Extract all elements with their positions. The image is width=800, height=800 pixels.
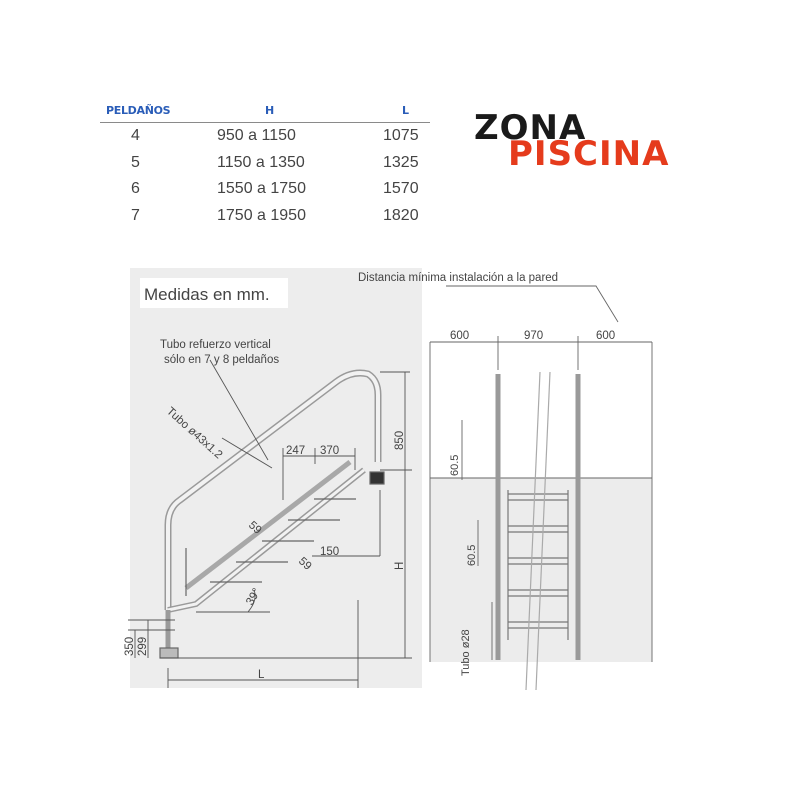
cell-l: 1325 — [383, 153, 419, 171]
dim-600-right: 600 — [596, 330, 616, 342]
cell-steps: 5 — [131, 153, 140, 171]
dim-850: 850 — [394, 430, 406, 450]
wall-anchor — [370, 472, 384, 484]
cell-l: 1570 — [383, 180, 419, 197]
cell-steps: 4 — [131, 127, 140, 144]
cell-h: 1150 a 1350 — [217, 153, 305, 171]
logo-line-2: PISCINA — [508, 134, 670, 174]
dim-59-a: 59 — [245, 519, 264, 537]
dim-370: 370 — [320, 445, 340, 457]
dim-h: H — [394, 561, 406, 570]
dim-l: L — [258, 669, 265, 681]
dim-350: 350 — [124, 636, 136, 656]
dim-600-left: 600 — [450, 330, 470, 342]
reinforcement-note-line-1: Tubo refuerzo vertical — [160, 339, 271, 351]
dim-247: 247 — [286, 445, 306, 457]
header-h: H — [265, 104, 274, 117]
logo-line-1: ZONA — [474, 108, 587, 148]
tube-28-label: Tubo ø28 — [460, 629, 472, 676]
dim-150: 150 — [320, 546, 340, 558]
dim-59-b: 59 — [295, 555, 314, 573]
cell-l: 1075 — [383, 127, 419, 144]
cell-steps: 6 — [131, 180, 140, 197]
header-l: L — [402, 104, 409, 117]
dim-970: 970 — [524, 330, 544, 342]
cell-h: 1750 a 1950 — [217, 206, 306, 224]
reinforcement-note-line-2: sólo en 7 y 8 peldaños — [164, 354, 280, 366]
cell-steps: 7 — [131, 206, 140, 224]
tube-label: Tubo ø43x1.2 — [163, 405, 225, 462]
angle-39: 39° — [244, 586, 264, 608]
cell-h: 1550 a 1750 — [217, 180, 306, 197]
wall-distance-note: Distancia mínima instalación a la pared — [358, 272, 559, 284]
cell-h: 950 a 1150 — [217, 127, 296, 144]
dim-60-5-upper: 60.5 — [449, 454, 461, 476]
base-plate — [160, 648, 178, 658]
dim-60-5-lower: 60.5 — [466, 544, 478, 566]
header-steps: PELDAÑOS — [106, 104, 171, 117]
dim-299: 299 — [137, 636, 149, 656]
units-note: Medidas en mm. — [144, 285, 270, 304]
cell-l: 1820 — [383, 206, 419, 224]
